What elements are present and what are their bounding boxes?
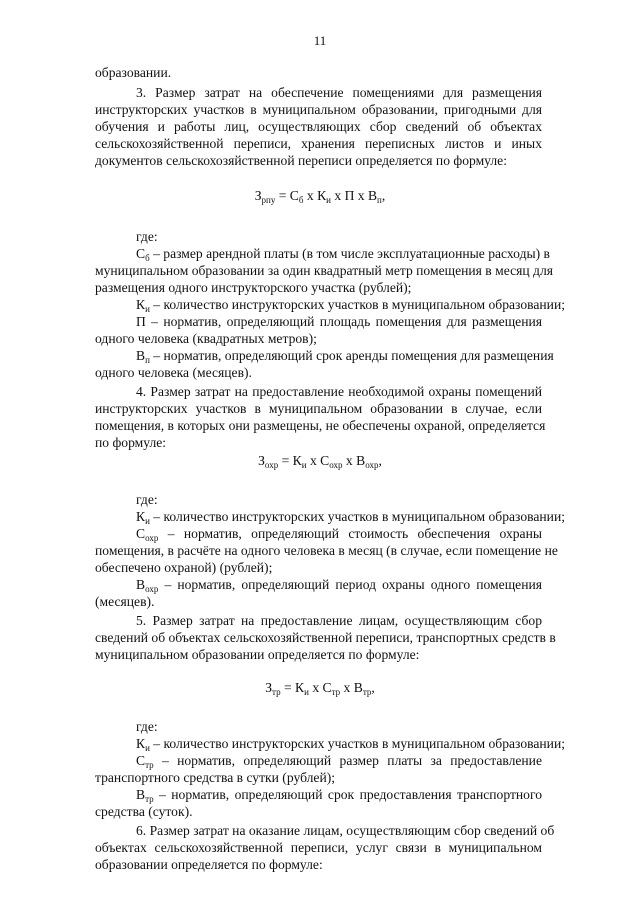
- definition-line: $К_и$ – количество инструкторских участков в муниципальном образовании;: [136, 736, 565, 753]
- definition-line: $В_п$ – норматив, определяющий срок аренды помещения для размещения: [136, 348, 554, 365]
- formula-ohr: $З_{охр} = К_и$ х $С_{охр}$ х $В_{охр}$,: [258, 453, 382, 470]
- section-6-first-line: 6. Размер затрат на оказание лицам, осуществляющим сбор сведений об: [136, 823, 555, 838]
- section-5-first-line: 5. Размер затрат на предоставление лицам, осуществляющим сбор: [136, 613, 542, 628]
- text-line: средства (суток).: [95, 804, 193, 819]
- definition-line: $К_и$ – количество инструкторских участков в муниципальном образовании;: [136, 509, 565, 526]
- text-line: обучения и работы лиц, осуществляющих сбор сведений об объектах: [95, 119, 542, 134]
- definition-line: $В_{тр}$ – норматив, определяющий срок предоставления транспортного: [136, 787, 542, 804]
- text-line: образовании.: [95, 65, 172, 80]
- text-line: муниципальном образовании определяется по формуле:: [95, 647, 420, 662]
- formula-rpu: $З_{рпу} = С_б$ х $К_и$ х П х $В_п$,: [254, 188, 386, 205]
- text-line: транспортного средства в сутки (рублей);: [95, 770, 336, 785]
- text-line: помещения, в расчёте на одного человека в месяц (в случае, если помещение не: [95, 543, 558, 558]
- definition-line: $С_б$ – размер арендной платы (в том числе эксплуатационные расходы) в: [136, 246, 550, 263]
- text-line: одного человека (квадратных метров);: [95, 331, 317, 346]
- where-label: где:: [136, 719, 158, 734]
- text-line: документов сельскохозяйственной переписи определяется по формуле:: [95, 153, 507, 168]
- text-line: образовании определяется по формуле:: [95, 857, 323, 872]
- where-label: где:: [136, 492, 158, 507]
- page-number: 11: [313, 33, 327, 48]
- text-line: одного человека (месяцев).: [95, 365, 252, 380]
- text-line: объектах сельскохозяйственной переписи, услуг связи в муниципальном: [95, 840, 542, 855]
- text-line: сельскохозяйственной переписи, хранения переписных листов и иных: [95, 136, 542, 151]
- definition-line: $К_и$ – количество инструкторских участков в муниципальном образовании;: [136, 297, 565, 314]
- formula-tr: $З_{тр} = К_и$ х $С_{тр}$ х $В_{тр}$,: [265, 680, 375, 697]
- section-3-first-line: 3. Размер затрат на обеспечение помещениями для размещения: [136, 85, 542, 100]
- text-line: (месяцев).: [95, 594, 155, 609]
- where-label: где:: [136, 229, 158, 244]
- text-line: инструкторских участков в муниципальном образовании, пригодными для: [95, 102, 542, 117]
- text-line: сведений об объектах сельскохозяйственной переписи, транспортных средств в: [95, 630, 556, 645]
- definition-line: П – норматив, определяющий площадь помещения для размещения: [136, 314, 542, 329]
- definition-line: $С_{тр}$ – норматив, определяющий размер платы за предоставление: [136, 753, 542, 770]
- text-line: обеспечено охраной) (рублей);: [95, 560, 273, 575]
- text-line: по формуле:: [95, 435, 167, 450]
- text-line: инструкторских участков в муниципальном образовании в случае, если: [95, 401, 542, 416]
- definition-line: $В_{охр}$ – норматив, определяющий период охраны одного помещения: [136, 577, 542, 594]
- section-4-first-line: 4. Размер затрат на предоставление необходимой охраны помещений: [136, 384, 542, 399]
- text-line: муниципальном образовании за один квадратный метр помещения в месяц для: [95, 263, 554, 278]
- text-line: размещения одного инструкторского участка (рублей);: [95, 280, 412, 295]
- text-line: помещения, в которых они размещены, не обеспечены охраной, определяется: [95, 418, 546, 433]
- definition-line: $С_{охр}$ – норматив, определяющий стоимость обеспечения охраны: [136, 526, 542, 543]
